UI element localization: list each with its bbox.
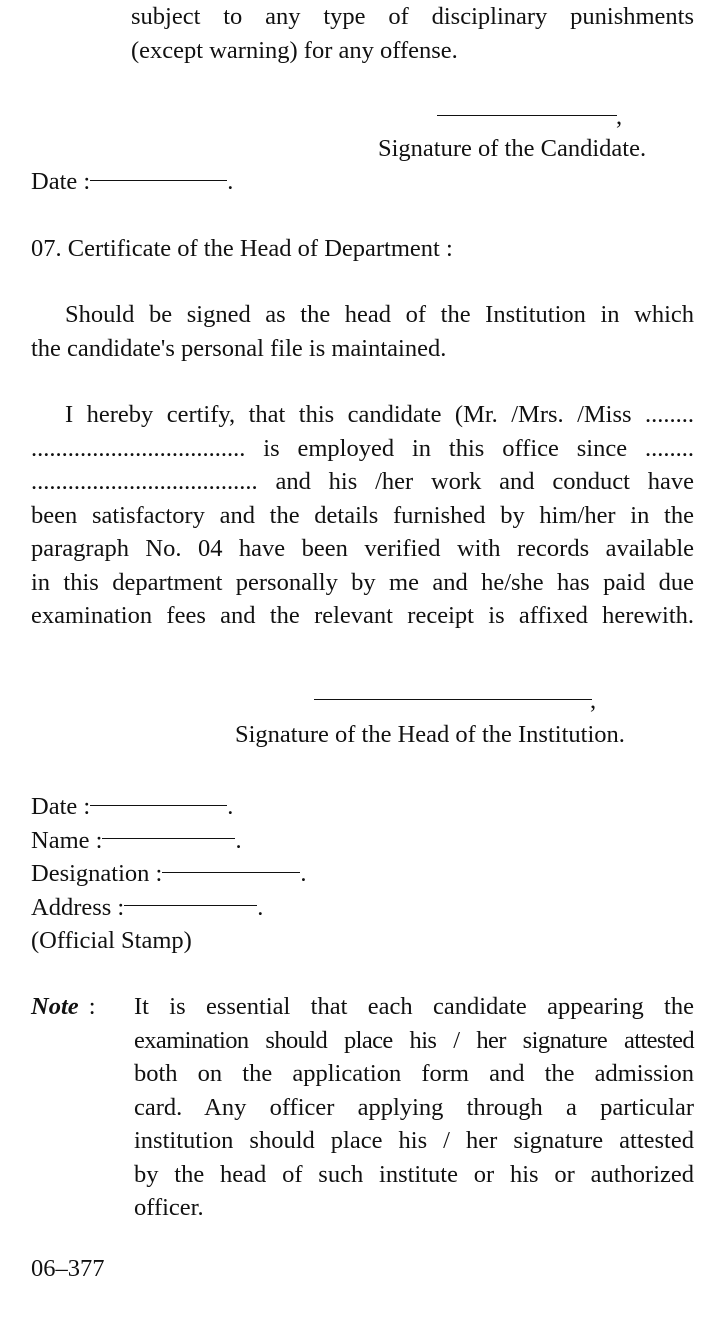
date-end: .: [227, 168, 234, 195]
head-name-label: Name :: [31, 826, 103, 854]
note-body: [134, 990, 694, 1225]
top-paragraph-line: (except warning) for any offense.: [131, 36, 458, 64]
certification-line: ................................... is employed in this office since ........: [31, 434, 694, 462]
head-date-field: [31, 790, 306, 824]
section-07-instruction: [31, 298, 694, 365]
instruction-line: Should be signed as the head of the Institution in which: [65, 301, 694, 328]
head-details: [31, 790, 306, 958]
top-paragraph-line: subject to any type of disciplinary punishments: [131, 3, 694, 30]
head-signature-label: Signature of the Head of the Institution.: [235, 721, 625, 748]
candidate-signature-line: [437, 115, 617, 116]
note-label-text: Note: [31, 993, 79, 1020]
head-address-blank-line: [124, 905, 257, 906]
head-signature-line: [314, 699, 592, 700]
certification-line: been satisfactory and the details furnished by him/her in the: [31, 501, 694, 529]
field-end: .: [300, 860, 307, 887]
official-stamp: (Official Stamp): [31, 927, 192, 954]
section-07-heading: 07. Certificate of the Head of Department :: [31, 235, 453, 262]
date-blank-line: [90, 180, 227, 181]
field-end: .: [227, 793, 234, 820]
note-line: It is essential that each candidate appearing the: [134, 993, 694, 1020]
certification-line: paragraph No. 04 have been verified with records available: [31, 535, 694, 562]
note-line: by the head of such institute or his or authorized: [134, 1160, 694, 1188]
field-end: .: [235, 826, 242, 854]
certification-line: examination fees and the relevant receipt is affixed herewith.: [31, 602, 694, 629]
note-colon: :: [88, 993, 96, 1020]
head-designation-field: [31, 857, 306, 891]
head-address-label: Address :: [31, 893, 125, 921]
note-line: card. Any officer applying through a particular: [134, 1093, 694, 1121]
note-label: [31, 990, 96, 1024]
candidate-signature-comma: ,: [616, 103, 623, 130]
candidate-signature-label: Signature of the Candidate.: [378, 135, 647, 162]
head-designation-label: Designation :: [31, 860, 163, 887]
note-line: officer.: [134, 1194, 204, 1221]
head-designation-blank-line: [162, 872, 300, 873]
head-name-field: [31, 824, 306, 858]
date-label: Date :: [31, 168, 91, 195]
head-date-label: Date :: [31, 793, 91, 820]
note-line: both on the application form and the admission: [134, 1060, 694, 1087]
section-07-certification: [31, 398, 694, 633]
note-line: examination should place his / her signature attested: [134, 1026, 694, 1054]
instruction-line: the candidate's personal file is maintained.: [31, 334, 447, 362]
top-paragraph: [131, 0, 694, 67]
certification-line: in this department personally by me and he/she has paid due: [31, 568, 694, 596]
head-address-field: [31, 891, 306, 925]
field-end: .: [257, 893, 264, 921]
note-line: institution should place his / her signature attested: [134, 1127, 694, 1154]
page-code: 06–377: [31, 1255, 105, 1282]
head-name-blank-line: [102, 838, 235, 839]
head-date-blank-line: [90, 805, 227, 806]
candidate-date-field: [31, 165, 233, 199]
certification-line: I hereby certify, that this candidate (Mr. /Mrs. /Miss ........: [65, 401, 694, 428]
head-signature-comma: ,: [590, 687, 597, 714]
certification-line: ..................................... and his /her work and conduct have: [31, 468, 694, 495]
